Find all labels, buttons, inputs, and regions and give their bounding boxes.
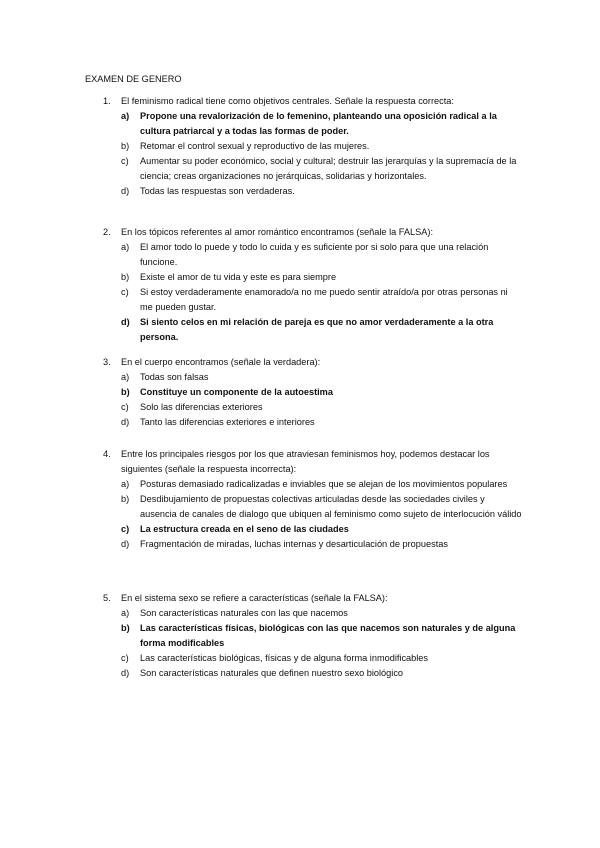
option-a: [121, 606, 523, 621]
option-text: Solo las diferencias exteriores: [140, 402, 263, 412]
option-a: [121, 370, 523, 385]
question-2: [103, 225, 523, 345]
option-c: [121, 651, 523, 666]
option-d: [121, 315, 523, 345]
question-number: 4.: [103, 449, 111, 459]
question-number: 1.: [103, 96, 111, 106]
option-b: [121, 139, 523, 154]
option-text: Fragmentación de miradas, luchas internas y desarticulación de propuestas: [140, 539, 448, 549]
option-d: [121, 537, 523, 552]
question-text: Entre los principales riesgos por los que atraviesan feminismos hoy, podemos destacar los siguientes (señale la respuesta incorrecta):: [121, 449, 490, 474]
option-c: [121, 400, 523, 415]
option-text: Existe el amor de tu vida y este es para siempre: [140, 272, 337, 282]
question-stem: [103, 591, 523, 606]
option-c: [121, 154, 523, 184]
option-a: [121, 109, 523, 139]
question-text: En el sistema sexo se refiere a características (señale la FALSA):: [121, 593, 388, 603]
option-letter: b): [121, 141, 130, 151]
option-letter: d): [121, 317, 130, 327]
option-text: Retomar el control sexual y reproductivo de las mujeres.: [140, 141, 370, 151]
question-1: [103, 94, 523, 199]
question-text: En los tópicos referentes al amor romántico encontramos (señale la FALSA):: [121, 227, 434, 237]
option-text: Tanto las diferencias exteriores e interiores: [140, 417, 315, 427]
option-b: [121, 385, 523, 400]
option-text: Las características físicas, biológicas con las que nacemos son naturales y de alguna forma modificables: [140, 623, 516, 648]
option-text: La estructura creada en el seno de las ciudades: [140, 524, 349, 534]
option-letter: b): [121, 623, 130, 633]
question-text: En el cuerpo encontramos (señale la verdadera):: [121, 357, 321, 367]
option-text: Todas las respuestas son verdaderas.: [140, 186, 295, 196]
option-letter: c): [121, 156, 129, 166]
question-number: 5.: [103, 593, 111, 603]
question-5: [103, 591, 523, 681]
option-text: Propone una revalorización de lo femenino, planteando una oposición radical a la cultura patriarcal y a todas las formas de poder.: [140, 111, 497, 136]
option-text: Desdibujamiento de propuestas colectivas articuladas desde las sociedades civiles y ausencia de canales de dialogo que ubiquen al feminismo como sujeto de interlocución válido: [140, 494, 522, 519]
option-c: [121, 285, 523, 315]
option-d: [121, 666, 523, 681]
option-a: [121, 477, 523, 492]
option-letter: d): [121, 186, 130, 196]
question-stem: [103, 447, 523, 477]
question-text: El feminismo radical tiene como objetivos centrales. Señale la respuesta correcta:: [121, 96, 454, 106]
option-list: [121, 606, 523, 681]
option-letter: c): [121, 653, 129, 663]
option-letter: a): [121, 372, 130, 382]
option-list: [121, 477, 523, 552]
option-d: [121, 415, 523, 430]
option-letter: d): [121, 668, 130, 678]
question-stem: [103, 225, 523, 240]
option-list: [121, 240, 523, 345]
option-letter: b): [121, 387, 130, 397]
option-letter: a): [121, 111, 130, 121]
option-text: Son características naturales que definen nuestro sexo biológico: [140, 668, 404, 678]
question-3: [103, 355, 523, 430]
option-list: [121, 109, 523, 199]
option-letter: a): [121, 242, 130, 252]
option-letter: c): [121, 524, 130, 534]
option-b: [121, 621, 523, 651]
option-b: [121, 270, 523, 285]
option-text: El amor todo lo puede y todo lo cuida y es suficiente por si solo para que una relación funcione.: [140, 242, 489, 267]
option-c: [121, 522, 523, 537]
option-letter: d): [121, 417, 130, 427]
option-letter: b): [121, 272, 130, 282]
option-text: Constituye un componente de la autoestima: [140, 387, 333, 397]
option-letter: c): [121, 287, 129, 297]
document-title: EXAMEN DE GENERO: [85, 74, 182, 84]
question-number: 3.: [103, 357, 111, 367]
question-number: 2.: [103, 227, 111, 237]
option-letter: b): [121, 494, 130, 504]
option-text: Son características naturales con las que nacemos: [140, 608, 348, 618]
option-b: [121, 492, 523, 522]
option-letter: d): [121, 539, 130, 549]
option-list: [121, 370, 523, 430]
question-stem: [103, 355, 523, 370]
option-text: Aumentar su poder económico, social y cultural; destruir las jerarquías y la supremacía de la ciencia; creas organizaciones no jerárquicas, solidarias y horizontales.: [140, 156, 517, 181]
option-d: [121, 184, 523, 199]
option-text: Si siento celos en mi relación de pareja es que no amor verdaderamente a la otra persona.: [140, 317, 494, 342]
option-letter: c): [121, 402, 129, 412]
option-text: Las características biológicas, físicas y de alguna forma inmodificables: [140, 653, 429, 663]
option-text: Si estoy verdaderamente enamorado/a no me puedo sentir atraído/a por otras personas ni me pueden gustar.: [140, 287, 508, 312]
question-stem: [103, 94, 523, 109]
question-4: [103, 447, 523, 552]
option-letter: a): [121, 479, 130, 489]
option-text: Posturas demasiado radicalizadas e inviables que se alejan de los movimientos populares: [140, 479, 508, 489]
option-a: [121, 240, 523, 270]
option-text: Todas son falsas: [140, 372, 209, 382]
option-letter: a): [121, 608, 130, 618]
